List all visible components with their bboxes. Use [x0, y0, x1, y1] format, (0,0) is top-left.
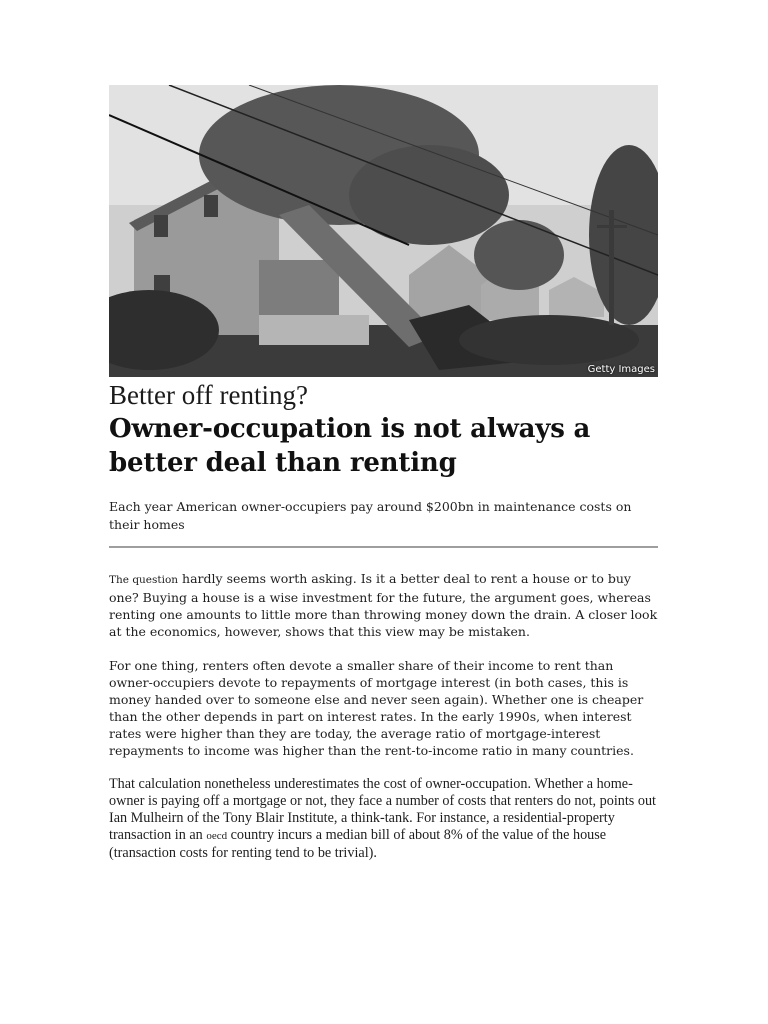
- paragraph-3-text-a: That calculation nonetheless underestimates the cost of owner-occupation. Whether a home-owner is paying off a mortgage or not, they face a number of costs that renters do not, points out Ian Mulheirn of the Tony Blair Institute, a think-tank. For instance, a residential-property transaction in an: [109, 776, 657, 843]
- article-headline: Owner-occupation is not always a better deal than renting: [109, 414, 591, 478]
- article: [109, 85, 658, 862]
- photo-credit: Getty Images: [587, 364, 655, 375]
- lead-in: The question: [109, 574, 179, 586]
- photo-illustration: [109, 85, 658, 377]
- paragraph-1-text: hardly seems worth asking. Is it a better deal to rent a house or to buy one? Buying a house is a wise investment for the future, the argument goes, whereas renting one amounts to little more than throwing money down the drain. A closer look at the economics, however, shows that this view may be mistaken.: [109, 571, 658, 639]
- body-paragraph-2: For one thing, renters often devote a smaller share of their income to rent than owner-occupiers devote to repayments of mortgage interest (in both cases, this is money handed over to someone else and never seen again). Whether one is cheaper than the other depends in part on interest rates. In the early 1990s, when interest rates were higher than they are today, the average ratio of mortgage-interest repayments to income was higher than the rent-to-income ratio in many countries.: [109, 658, 644, 758]
- body-paragraph-3: [109, 776, 658, 862]
- paragraph-3-text-b: country incurs a median bill of about 8% of the value of the house (transaction costs for renting tend to be trivial).: [109, 827, 607, 861]
- article-kicker: Better off renting?: [109, 380, 308, 410]
- article-photo: [109, 85, 658, 377]
- divider: [109, 546, 658, 548]
- oecd-abbr: oecd: [206, 830, 228, 842]
- article-standfirst: Each year American owner-occupiers pay around $200bn in maintenance costs on their homes: [109, 499, 632, 532]
- body-paragraph-1: [109, 570, 658, 640]
